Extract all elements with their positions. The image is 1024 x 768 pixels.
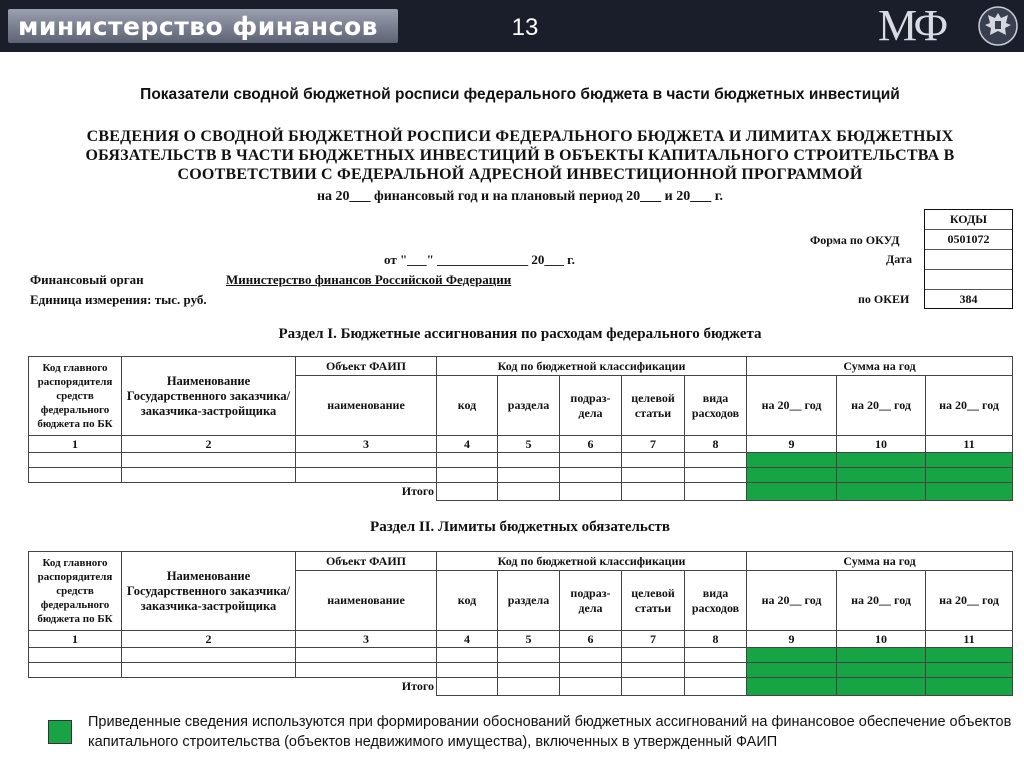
okei-code: 384	[959, 292, 978, 306]
green-cell	[837, 663, 926, 678]
section1-title: Раздел I. Бюджетные ассигнования по расходам федерального бюджета	[278, 326, 762, 342]
cell	[296, 453, 437, 468]
green-cell	[747, 483, 837, 501]
green-cell	[837, 468, 926, 483]
cell	[498, 648, 560, 663]
legend-green-swatch	[48, 720, 72, 744]
cell	[437, 678, 498, 696]
cell	[296, 468, 437, 483]
column-number-row	[29, 631, 1013, 648]
date-label: Дата	[886, 252, 912, 266]
cell	[560, 453, 622, 468]
codes-box	[924, 209, 1013, 309]
col-head-subsection: подраз-дела	[560, 376, 622, 436]
col-head-section: раздела	[498, 571, 560, 631]
col-group-sum: Сумма на год	[747, 357, 1013, 376]
cell	[560, 483, 622, 501]
cell	[560, 468, 622, 483]
col-head-customer: Наименование Государственного заказчика/заказчика-застройщика	[122, 552, 296, 631]
cell	[29, 468, 122, 483]
cell	[498, 678, 560, 696]
cell	[622, 453, 685, 468]
slide-number: 13	[511, 14, 539, 41]
col-head-name: наименование	[296, 376, 437, 436]
col-head-year1: на 20__ год	[747, 571, 837, 631]
col-number: 5	[498, 631, 560, 648]
col-head-year1: на 20__ год	[747, 376, 837, 436]
cell	[437, 483, 498, 501]
section2-table	[28, 551, 1013, 696]
total-label: Итого	[401, 484, 434, 499]
cell	[685, 648, 747, 663]
col-head-year2: на 20__ год	[837, 376, 926, 436]
green-cell	[837, 678, 926, 696]
cell	[122, 453, 296, 468]
cell	[437, 453, 498, 468]
fin-organ-label: Финансовый орган	[30, 272, 144, 287]
unit-label: Единица измерения: тыс. руб.	[30, 292, 207, 307]
table-row	[29, 663, 1013, 678]
col-number: 5	[498, 436, 560, 453]
green-cell	[837, 453, 926, 468]
col-head-target: целевой статьи	[622, 571, 685, 631]
col-number: 2	[122, 436, 296, 453]
col-number: 6	[560, 436, 622, 453]
col-number: 7	[622, 436, 685, 453]
total-row	[29, 678, 1013, 696]
green-cell	[926, 453, 1013, 468]
okud-code: 0501072	[925, 230, 1012, 250]
green-cell	[747, 453, 837, 468]
col-group-classification: Код по бюджетной классификации	[437, 357, 747, 376]
cell	[437, 468, 498, 483]
col-number: 1	[29, 436, 122, 453]
col-number: 1	[29, 631, 122, 648]
cell	[29, 663, 122, 678]
col-number: 2	[122, 631, 296, 648]
total-row	[29, 483, 1013, 501]
cell	[498, 483, 560, 501]
cell	[560, 678, 622, 696]
cell	[622, 663, 685, 678]
col-number: 10	[837, 631, 926, 648]
col-number: 4	[437, 436, 498, 453]
col-number: 9	[747, 436, 837, 453]
col-number: 6	[560, 631, 622, 648]
cell	[685, 678, 747, 696]
col-head-section: раздела	[498, 376, 560, 436]
col-head-target: целевой статьи	[622, 376, 685, 436]
okei-label: по ОКЕИ	[858, 292, 910, 306]
green-cell	[926, 663, 1013, 678]
col-number: 10	[837, 436, 926, 453]
col-group-faip: Объект ФАИП	[296, 552, 437, 571]
col-number: 3	[296, 436, 437, 453]
col-head-kind: вида расходов	[685, 376, 747, 436]
green-cell	[747, 468, 837, 483]
cell	[122, 648, 296, 663]
date-code	[925, 250, 1012, 270]
col-group-faip: Объект ФАИП	[296, 357, 437, 376]
cell	[560, 648, 622, 663]
col-head-code: Код главного распорядителя средств федерального бюджета по БК	[29, 357, 122, 436]
okud-label: Форма по ОКУД	[810, 233, 900, 247]
document-title: СВЕДЕНИЯ О СВОДНОЙ БЮДЖЕТНОЙ РОСПИСИ ФЕДЕРАЛЬНОГО БЮДЖЕТА И ЛИМИТАХ БЮДЖЕТНЫХ ОБЯЗАТЕЛЬСТВ В ЧАСТИ БЮДЖЕТНЫХ ИНВЕСТИЦИЙ В ОБЪЕКТЫ КАПИТАЛЬНОГО СТРОИТЕЛЬСТВА В СООТВЕТСТВИИ С ФЕДЕРАЛЬНОЙ АДРЕСНОЙ ИНВЕСТИЦИОННОЙ ПРОГРАММОЙ	[85, 128, 955, 183]
cell	[122, 663, 296, 678]
double-headed-eagle-icon	[976, 4, 1020, 48]
codes-header: КОДЫ	[925, 210, 1012, 230]
cell	[685, 453, 747, 468]
green-cell	[837, 483, 926, 501]
col-number: 8	[685, 436, 747, 453]
cell	[296, 648, 437, 663]
period-line: на 20___ финансовый год и на плановый период 20___ и 20___ г.	[316, 189, 724, 204]
cell	[498, 453, 560, 468]
col-head-customer: Наименование Государственного заказчика/заказчика-застройщика	[122, 357, 296, 436]
section2-title: Раздел II. Лимиты бюджетных обязательств	[370, 519, 670, 535]
ministry-name: министерство финансов	[18, 12, 378, 41]
col-number: 4	[437, 631, 498, 648]
col-head-year2: на 20__ год	[837, 571, 926, 631]
col-number: 3	[296, 631, 437, 648]
table-row	[29, 453, 1013, 468]
col-head-subsection: подраз-дела	[560, 571, 622, 631]
page-title: Показатели сводной бюджетной росписи федерального бюджета в части бюджетных инвестиций	[140, 86, 900, 103]
cell	[122, 468, 296, 483]
cell	[29, 648, 122, 663]
col-head-name: наименование	[296, 571, 437, 631]
mf-logo: МФ	[878, 1, 946, 50]
col-head-year3: на 20__ год	[926, 376, 1013, 436]
col-group-classification: Код по бюджетной классификации	[437, 552, 747, 571]
green-cell	[747, 648, 837, 663]
date-line: от "___" ______________ 20___ г.	[384, 252, 575, 267]
col-number: 7	[622, 631, 685, 648]
green-cell	[747, 678, 837, 696]
cell	[296, 663, 437, 678]
cell	[685, 483, 747, 501]
cell	[622, 648, 685, 663]
col-head-year3: на 20__ год	[926, 571, 1013, 631]
legend-text: Приведенные сведения используются при формировании обоснований бюджетных ассигнований на финансовое обеспечение объектов капитального строительства (объектов недвижимого имущества), включенных в утвержденный ФАИП	[88, 714, 1012, 750]
col-number: 11	[926, 631, 1013, 648]
col-head-kind: вида расходов	[685, 571, 747, 631]
cell	[437, 663, 498, 678]
col-number: 9	[747, 631, 837, 648]
col-head-code: Код главного распорядителя средств федерального бюджета по БК	[29, 552, 122, 631]
col-number: 8	[685, 631, 747, 648]
cell	[498, 468, 560, 483]
cell	[29, 453, 122, 468]
green-cell	[926, 648, 1013, 663]
green-cell	[926, 468, 1013, 483]
green-cell	[926, 483, 1013, 501]
col-number: 11	[926, 436, 1013, 453]
col-head-faip-code: код	[437, 376, 498, 436]
blank-code	[925, 270, 1012, 290]
green-cell	[837, 648, 926, 663]
total-label: Итого	[401, 679, 434, 694]
cell	[685, 663, 747, 678]
column-number-row	[29, 436, 1013, 453]
col-head-faip-code: код	[437, 571, 498, 631]
green-cell	[747, 663, 837, 678]
cell	[622, 483, 685, 501]
fin-organ-value: Министерство финансов Российской Федерации	[226, 272, 512, 287]
cell	[622, 468, 685, 483]
cell	[560, 663, 622, 678]
section1-table	[28, 356, 1013, 501]
cell	[685, 468, 747, 483]
cell	[437, 648, 498, 663]
table-row	[29, 648, 1013, 663]
table-row	[29, 468, 1013, 483]
green-cell	[926, 678, 1013, 696]
header-bar	[0, 0, 1024, 52]
col-group-sum: Сумма на год	[747, 552, 1013, 571]
cell	[498, 663, 560, 678]
cell	[622, 678, 685, 696]
